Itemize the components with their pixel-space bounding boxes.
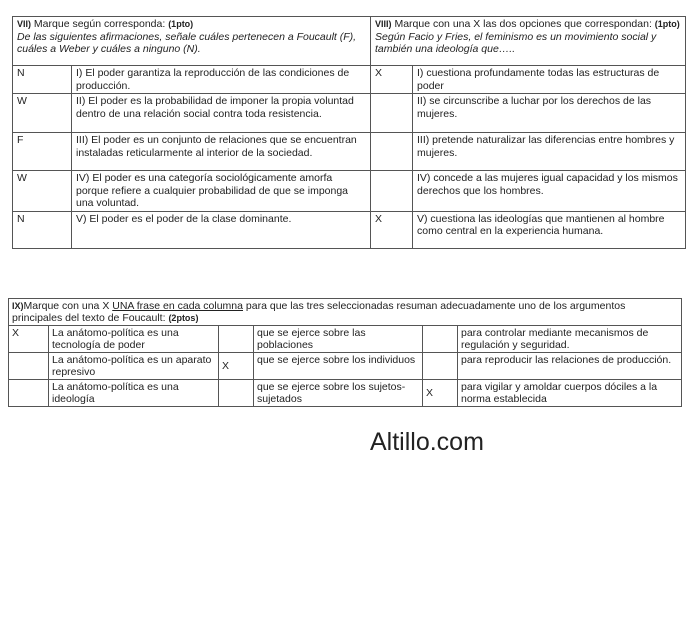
section8-points: (1pto) bbox=[654, 19, 680, 29]
phrase-cell: para reproducir las relaciones de producción. bbox=[458, 353, 682, 380]
statement-cell: V) El poder es el poder de la clase dominante. bbox=[72, 211, 371, 248]
section7-title: Marque según corresponda: bbox=[31, 18, 169, 30]
option-cell: II) se circunscribe a luchar por los derechos de las mujeres. bbox=[413, 94, 686, 133]
mark-cell bbox=[219, 380, 254, 407]
option-cell: I) cuestiona profundamente todas las estructuras de poder bbox=[413, 66, 686, 94]
mark-cell bbox=[9, 353, 49, 380]
table-row bbox=[9, 326, 682, 353]
watermark-text: Altillo.com bbox=[370, 428, 484, 456]
answer-cell: W bbox=[13, 94, 72, 133]
statement-cell: IV) El poder es una categoría sociológicamente amorfa porque refiere a cualquier probabilidad de que se imponga una voluntad. bbox=[72, 171, 371, 212]
section9-number: IX) bbox=[12, 301, 24, 311]
mark-cell: X bbox=[371, 66, 413, 94]
section9-title-a: Marque con una X bbox=[23, 300, 113, 312]
section7-instruction: De las siguientes afirmaciones, señale cuáles pertenecen a Foucault (F), cuáles a Weber y cuáles a ninguno (N). bbox=[17, 30, 357, 55]
mark-cell bbox=[219, 326, 254, 353]
mark-cell: X bbox=[9, 326, 49, 353]
table-row bbox=[9, 380, 682, 407]
table-header-row bbox=[13, 17, 686, 66]
section8-number: VIII) bbox=[375, 19, 392, 29]
answer-cell: N bbox=[13, 211, 72, 248]
mark-cell bbox=[371, 171, 413, 212]
section9-title-b: para que las tres seleccionadas resuman adecuadamente uno de los argumentos principales del texto de Foucault: bbox=[12, 300, 626, 324]
mark-cell: X bbox=[423, 380, 458, 407]
phrase-cell: para vigilar y amoldar cuerpos dóciles a la norma establecida bbox=[458, 380, 682, 407]
answer-cell: N bbox=[13, 66, 72, 94]
answer-cell: F bbox=[13, 133, 72, 171]
table-row bbox=[13, 133, 686, 171]
statement-cell: III) El poder es un conjunto de relaciones que se encuentran instaladas reticularmente al interior de la sociedad. bbox=[72, 133, 371, 171]
phrase-cell: que se ejerce sobre las poblaciones bbox=[254, 326, 423, 353]
phrase-cell: que se ejerce sobre los individuos bbox=[254, 353, 423, 380]
table-row bbox=[13, 171, 686, 212]
questions-vii-viii-table bbox=[12, 16, 686, 249]
table-header-row bbox=[9, 299, 682, 326]
section9-points: (2ptos) bbox=[168, 313, 199, 323]
phrase-cell: para controlar mediante mecanismos de regulación y seguridad. bbox=[458, 326, 682, 353]
question-ix-table bbox=[8, 298, 682, 407]
phrase-cell: que se ejerce sobre los sujetos-sujetados bbox=[254, 380, 423, 407]
section7-header bbox=[13, 17, 371, 66]
table-row bbox=[13, 66, 686, 94]
section8-title: Marque con una X las dos opciones que correspondan: bbox=[391, 18, 655, 30]
mark-cell bbox=[423, 326, 458, 353]
section7-number: VII) bbox=[17, 19, 32, 29]
phrase-cell: La anátomo-política es una ideología bbox=[49, 380, 219, 407]
section9-title-underlined: UNA frase en cada columna bbox=[112, 300, 243, 312]
section8-header bbox=[371, 17, 686, 66]
mark-cell bbox=[371, 94, 413, 133]
section8-instruction: Según Facio y Fries, el feminismo es un movimiento social y también una ideología que….. bbox=[375, 30, 657, 55]
statement-cell: II) El poder es la probabilidad de imponer la propia voluntad dentro de una relación social contra toda resistencia. bbox=[72, 94, 371, 133]
mark-cell: X bbox=[219, 353, 254, 380]
mark-cell bbox=[9, 380, 49, 407]
phrase-cell: La anátomo-política es un aparato represivo bbox=[49, 353, 219, 380]
section7-points: (1pto) bbox=[168, 19, 194, 29]
mark-cell bbox=[423, 353, 458, 380]
table-row bbox=[9, 353, 682, 380]
answer-cell: W bbox=[13, 171, 72, 212]
option-cell: III) pretende naturalizar las diferencias entre hombres y mujeres. bbox=[413, 133, 686, 171]
phrase-cell: La anátomo-política es una tecnología de poder bbox=[49, 326, 219, 353]
table-row bbox=[13, 94, 686, 133]
section9-header bbox=[9, 299, 682, 326]
table-row bbox=[13, 211, 686, 248]
statement-cell: I) El poder garantiza la reproducción de las condiciones de producción. bbox=[72, 66, 371, 94]
mark-cell: X bbox=[371, 211, 413, 248]
option-cell: V) cuestiona las ideologías que mantienen al hombre como central en la experiencia humana. bbox=[413, 211, 686, 248]
option-cell: IV) concede a las mujeres igual capacidad y los mismos derechos que los hombres. bbox=[413, 171, 686, 212]
mark-cell bbox=[371, 133, 413, 171]
